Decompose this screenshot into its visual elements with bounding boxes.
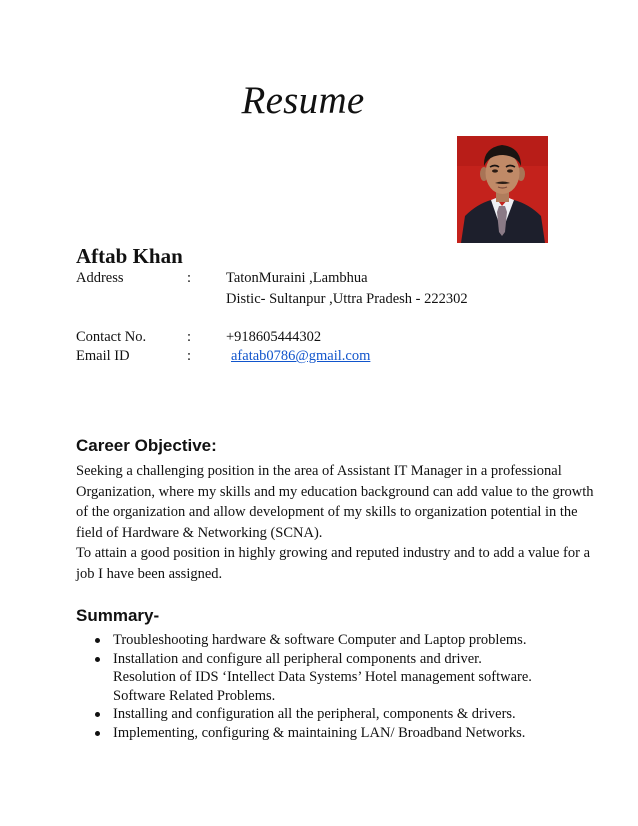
separator: : [187, 270, 192, 286]
summary-list [76, 631, 616, 742]
candidate-name: Aftab Khan [76, 244, 183, 268]
summary-item-text: Resolution of IDS ‘Intellect Data Systems’ Hotel management software. [113, 669, 532, 685]
summary-item-text: Installing and configuration all the peripheral, components & drivers. [113, 706, 516, 722]
summary-heading: Summary- [76, 606, 160, 625]
separator: : [187, 329, 192, 345]
address-line-1: TatonMuraini ,Lambhua [226, 270, 368, 286]
bullet-icon [95, 731, 100, 736]
profile-photo-image [457, 136, 548, 243]
summary-item [76, 724, 616, 743]
summary-item [76, 650, 616, 706]
summary-item-text: Software Related Problems. [113, 687, 276, 704]
summary-item-text: Installation and configure all peripheral components and driver. [113, 650, 482, 667]
bullet-icon [95, 638, 100, 643]
address-label: Address [76, 270, 124, 286]
profile-photo [457, 136, 548, 243]
summary-item [76, 705, 616, 724]
summary-list-container [76, 631, 616, 742]
separator: : [187, 348, 192, 364]
address-line-2: Distic- Sultanpur ,Uttra Pradesh - 222302 [226, 291, 468, 307]
email-link[interactable]: afatab0786@gmail.com [231, 348, 371, 364]
summary-item-text: Implementing, configuring & maintaining LAN/ Broadband Networks. [113, 724, 526, 741]
summary-item [76, 631, 616, 650]
contact-value: +918605444302 [226, 329, 322, 345]
resume-title: Resume [241, 79, 365, 122]
summary-item-text: Troubleshooting hardware & software Computer and Laptop problems. [113, 632, 527, 648]
email-label: Email ID [76, 348, 130, 364]
bullet-icon [95, 712, 100, 717]
bullet-icon [95, 657, 100, 662]
contact-label: Contact No. [76, 329, 147, 345]
career-objective-text [76, 461, 596, 585]
career-paragraph-1: Seeking a challenging position in the area of Assistant IT Manager in a professional Organization, where my skills and my education background can add value to the growth of the organization and allow development of my skills to organization potential in the field of Hardware & Networking (SCNA). [76, 463, 594, 541]
career-paragraph-2: To attain a good position in highly growing and reputed industry and to add a value for a job I have been assigned. [76, 545, 591, 582]
career-objective-heading: Career Objective: [76, 436, 217, 455]
